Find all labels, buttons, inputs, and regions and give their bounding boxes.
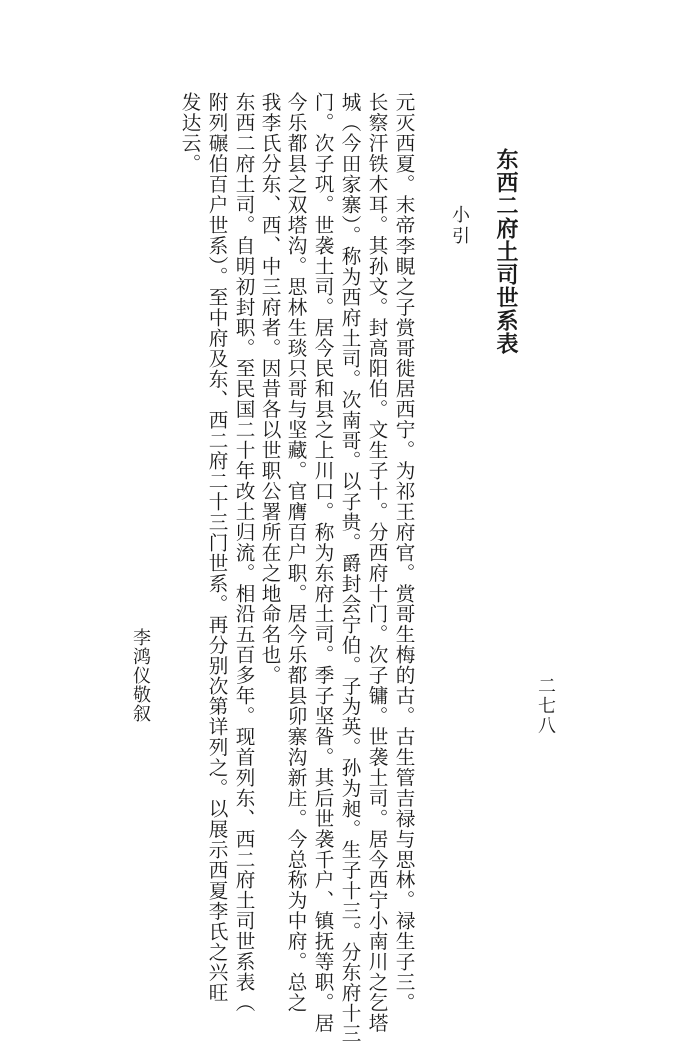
body-line-3: 城（今田家寨）。称为西府土司。次南哥。以子贵。爵封会宁伯。子为英。孙为昶。生子十三。分东府十三 xyxy=(338,92,361,1044)
page-title: 东西二府土司世系表 xyxy=(493,148,518,355)
section-subtitle: 小引 xyxy=(449,205,470,247)
body-line-4: 门。次子巩。世袭土司。居今民和县之上川口。称为东府土司。季子坚昝。其后世袭千户、镇抚等职。居 xyxy=(311,92,334,1034)
body-line-5: 今乐都县之双塔沟。思林生琰只哥与坚藏。官膺百户职。居今乐都县卯寨沟新庄。今总称为中府。总之 xyxy=(284,92,307,1013)
body-line-1: 元灭西夏。末帝李睍之子赏哥徙居西宁。为祁王府官。赏哥生梅的古。古生管吉禄与思林。禄生子三。 xyxy=(392,92,415,1013)
body-line-2: 长察汗铁木耳。其孙文。封高阳伯。文生子十。分西府十门。次子镛。世袭土司。居今西宁小南川之乞塔 xyxy=(365,92,388,1034)
body-line-7: 东西二府土司。自明初封职。至民国二十年改土归流。相沿五百多年。现首列东、西二府土司世系表（ xyxy=(232,92,255,1013)
body-line-9: 发达云。 xyxy=(178,92,201,174)
author-signature: 李鸿仪敬叙 xyxy=(130,628,151,723)
body-line-6: 我李氏分东、西、中三府者。因昔各以世职公署所在之地命名也。 xyxy=(258,92,281,686)
page-number: 二七八 xyxy=(535,676,556,736)
body-line-8: 附列碾伯百户世系）。至中府及东、西二府二十三门世系。再分别次第详列之。以展示西夏李氏之兴旺 xyxy=(205,92,228,1003)
